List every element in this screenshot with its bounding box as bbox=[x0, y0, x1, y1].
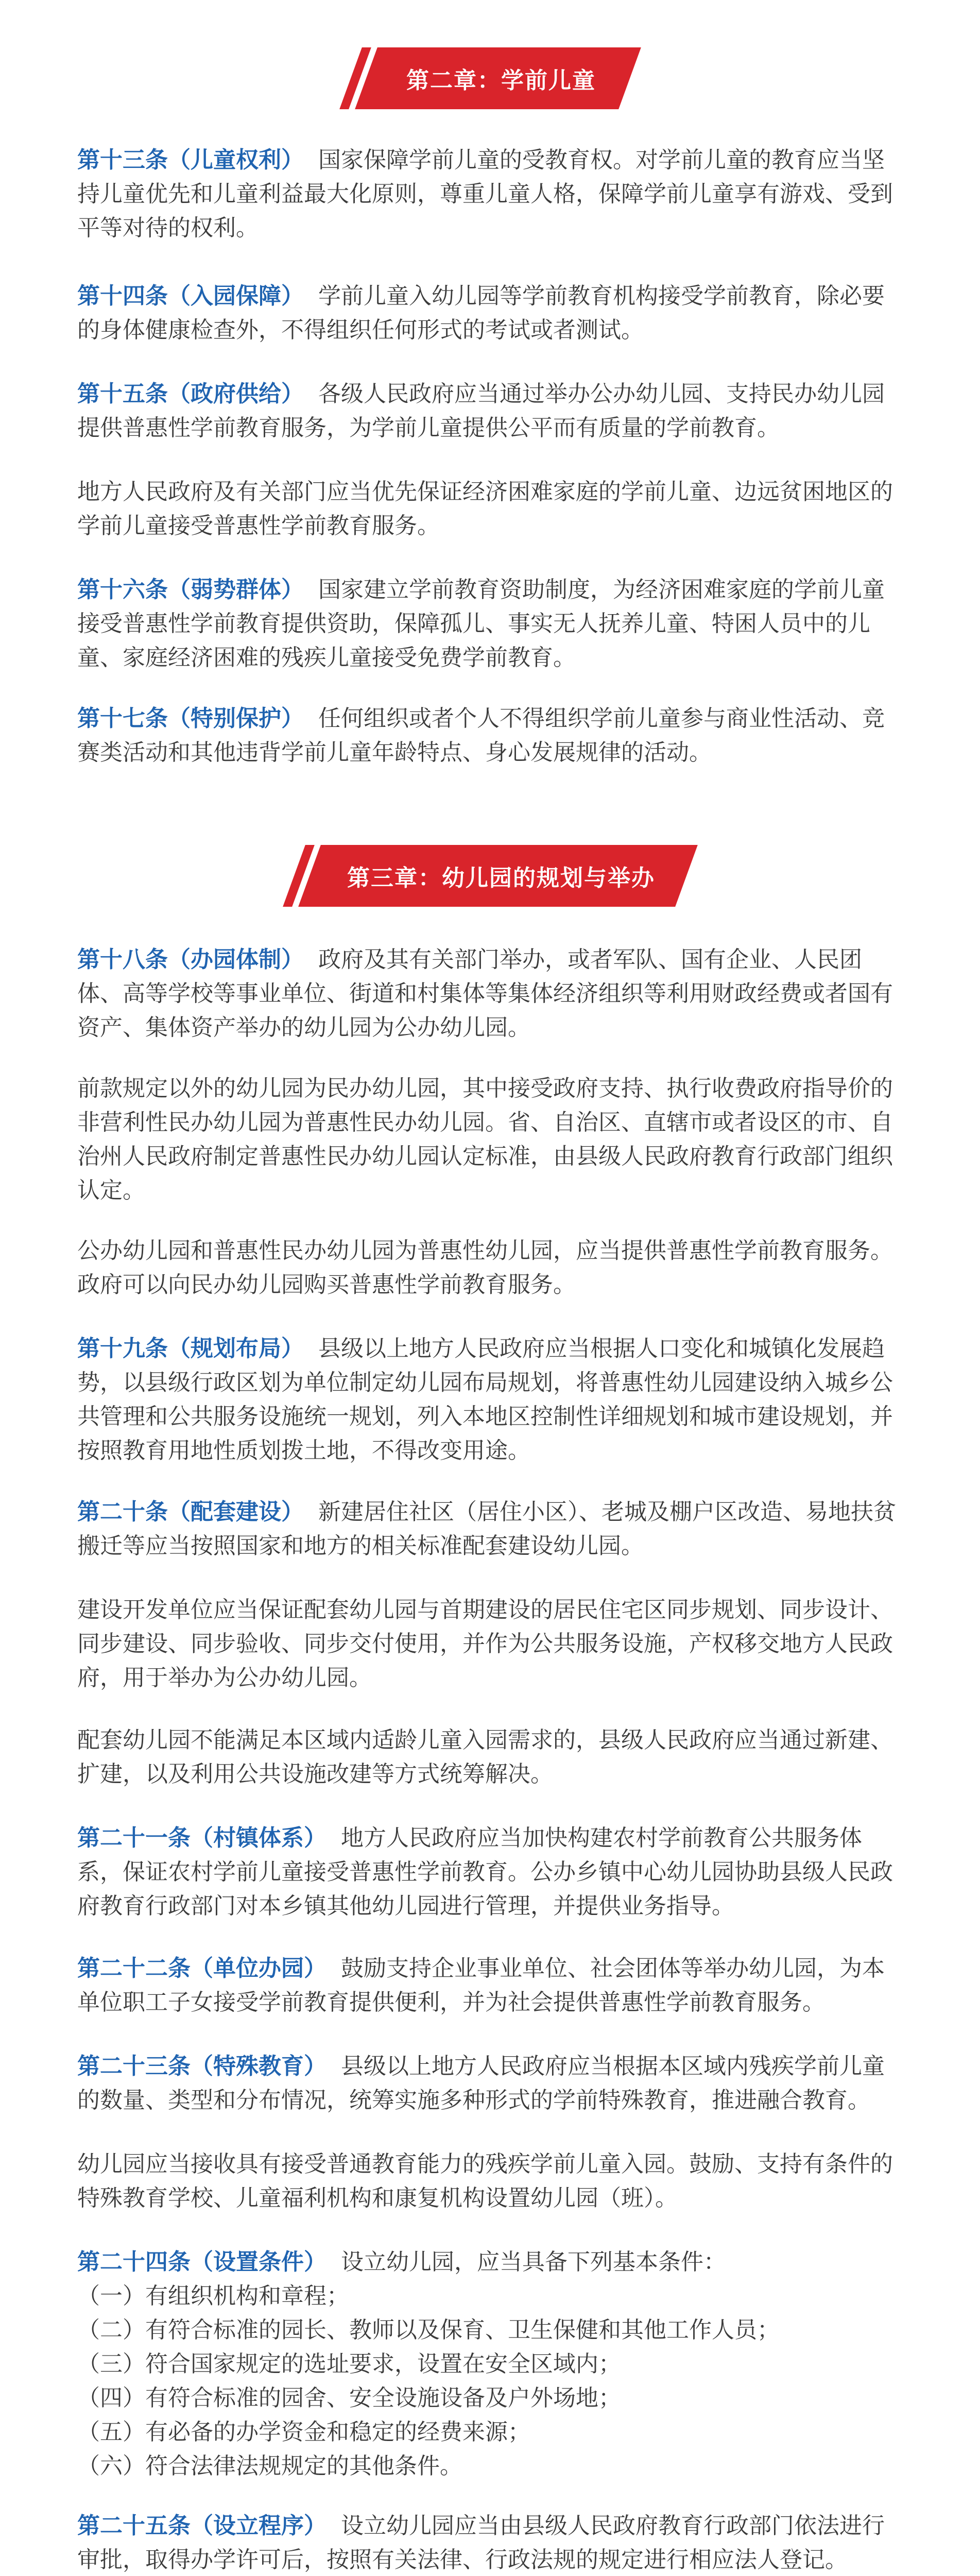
article-text: 学前儿童入幼儿园等学前教育机构接受学前教育，除必要的身体健康检查外，不得组织任何形式的考试或者测试。 bbox=[77, 283, 885, 343]
article-18-para-3 bbox=[77, 1234, 904, 1302]
article-18-para-2 bbox=[77, 1072, 904, 1208]
article-label: 第二十五条（设立程序） bbox=[77, 2513, 326, 2539]
conditions-list bbox=[77, 2279, 904, 2483]
article-label: 第十八条（办园体制） bbox=[77, 946, 304, 973]
article-text: 县级以上地方人民政府应当根据人口变化和城镇化发展趋势，以县级行政区划为单位制定幼儿园布局规划，将普惠性幼儿园建设纳入城乡公共管理和公共服务设施统一规划，列入本地区控制性详细规划和城市建设规划，并按照教育用地性质划拨土地，不得改变用途。 bbox=[77, 1335, 893, 1464]
article-23-para-2 bbox=[77, 2147, 904, 2215]
article-text: 国家保障学前儿童的受教育权。对学前儿童的教育应当坚持儿童优先和儿童利益最大化原则，尊重儿童人格，保障学前儿童享有游戏、受到平等对待的权利。 bbox=[77, 147, 893, 241]
article-15 bbox=[77, 377, 904, 445]
article-text: 政府及其有关部门举办，或者军队、国有企业、人民团体、高等学校等事业单位、街道和村集体等集体经济组织等利用财政经费或者国有资产、集体资产举办的幼儿园为公办幼儿园。 bbox=[77, 946, 893, 1041]
chapter-3-title: 第三章：幼儿园的规划与举办 bbox=[347, 865, 655, 891]
list-item: （六）符合法律法规规定的其他条件。 bbox=[77, 2453, 462, 2479]
article-text: 设立幼儿园，应当具备下列基本条件： bbox=[340, 2249, 726, 2275]
article-label: 第二十一条（村镇体系） bbox=[77, 1825, 326, 1851]
chapter-3-banner bbox=[294, 845, 686, 907]
article-18 bbox=[77, 943, 904, 1045]
list-item: （五）有必备的办学资金和稳定的经费来源； bbox=[77, 2419, 530, 2445]
article-21 bbox=[77, 1821, 904, 1923]
article-20-para-2 bbox=[77, 1593, 904, 1695]
paragraph-text: 地方人民政府及有关部门应当优先保证经济困难家庭的学前儿童、边远贫困地区的学前儿童接受普惠性学前教育服务。 bbox=[77, 479, 893, 539]
article-20 bbox=[77, 1495, 904, 1563]
paragraph-text: 配套幼儿园不能满足本区域内适龄儿童入园需求的，县级人民政府应当通过新建、扩建，以及利用公共设施改建等方式统筹解决。 bbox=[77, 1727, 893, 1787]
list-item: （四）有符合标准的园舍、安全设施设备及户外场地； bbox=[77, 2385, 621, 2411]
article-16 bbox=[77, 573, 904, 675]
article-text: 新建居住社区（居住小区）、老城及棚户区改造、易地扶贫搬迁等应当按照国家和地方的相关标准配套建设幼儿园。 bbox=[77, 1499, 896, 1559]
article-22 bbox=[77, 1952, 904, 2020]
article-text: 各级人民政府应当通过举办公办幼儿园、支持民办幼儿园提供普惠性学前教育服务，为学前儿童提供公平而有质量的学前教育。 bbox=[77, 381, 885, 441]
article-text: 县级以上地方人民政府应当根据本区域内残疾学前儿童的数量、类型和分布情况，统筹实施多种形式的学前特殊教育，推进融合教育。 bbox=[77, 2053, 885, 2113]
article-label: 第二十四条（设置条件） bbox=[77, 2249, 326, 2275]
paragraph-text: 建设开发单位应当保证配套幼儿园与首期建设的居民住宅区同步规划、同步设计、同步建设、同步验收、同步交付使用，并作为公共服务设施，产权移交地方人民政府，用于举办为公办幼儿园。 bbox=[77, 1597, 893, 1691]
article-23 bbox=[77, 2049, 904, 2117]
article-14 bbox=[77, 279, 904, 347]
article-15-para-2 bbox=[77, 475, 904, 543]
article-20-para-3 bbox=[77, 1723, 904, 1791]
article-label: 第十九条（规划布局） bbox=[77, 1335, 304, 1362]
article-label: 第十四条（入园保障） bbox=[77, 283, 304, 309]
chapter-2-title: 第二章：学前儿童 bbox=[406, 67, 596, 94]
paragraph-text: 幼儿园应当接收具有接受普通教育能力的残疾学前儿童入园。鼓励、支持有条件的特殊教育学校、儿童福利机构和康复机构设置幼儿园（班）。 bbox=[77, 2151, 893, 2211]
article-17 bbox=[77, 702, 904, 770]
paragraph-text: 公办幼儿园和普惠性民办幼儿园为普惠性幼儿园，应当提供普惠性学前教育服务。政府可以向民办幼儿园购买普惠性学前教育服务。 bbox=[77, 1238, 893, 1298]
article-label: 第十六条（弱势群体） bbox=[77, 577, 304, 603]
article-label: 第二十条（配套建设） bbox=[77, 1499, 304, 1525]
article-label: 第二十三条（特殊教育） bbox=[77, 2053, 326, 2079]
article-13 bbox=[77, 143, 904, 245]
chapter-2-banner bbox=[351, 47, 630, 109]
banner-bar bbox=[304, 845, 698, 907]
paragraph-text: 前款规定以外的幼儿园为民办幼儿园，其中接受政府支持、执行收费政府指导价的非营利性民办幼儿园为普惠性民办幼儿园。省、自治区、直辖市或者设区的市、自治州人民政府制定普惠性民办幼儿园认定标准，由县级人民政府教育行政部门组织认定。 bbox=[77, 1075, 893, 1204]
article-text: 国家建立学前教育资助制度，为经济困难家庭的学前儿童接受普惠性学前教育提供资助，保障孤儿、事实无人抚养儿童、特困人员中的儿童、家庭经济困难的残疾儿童接受免费学前教育。 bbox=[77, 577, 885, 671]
article-24 bbox=[77, 2245, 904, 2279]
article-label: 第十五条（政府供给） bbox=[77, 381, 304, 407]
article-label: 第十三条（儿童权利） bbox=[77, 147, 304, 173]
article-text: 鼓励支持企业事业单位、社会团体等举办幼儿园，为本单位职工子女接受学前教育提供便利，并为社会提供普惠性学前教育服务。 bbox=[77, 1955, 885, 2015]
article-text: 地方人民政府应当加快构建农村学前教育公共服务体系，保证农村学前儿童接受普惠性学前教育。公办乡镇中心幼儿园协助县级人民政府教育行政部门对本乡镇其他幼儿园进行管理，并提供业务指导。 bbox=[77, 1825, 893, 1919]
article-label: 第二十二条（单位办园） bbox=[77, 1955, 326, 1981]
list-item: （二）有符合标准的园长、教师以及保育、卫生保健和其他工作人员； bbox=[77, 2317, 780, 2343]
article-19 bbox=[77, 1332, 904, 1468]
article-text: 设立幼儿园应当由县级人民政府教育行政部门依法进行审批，取得办学许可后，按照有关法律、行政法规的规定进行相应法人登记。 bbox=[77, 2513, 885, 2573]
banner-bar bbox=[361, 47, 641, 109]
article-25 bbox=[77, 2509, 904, 2576]
article-text: 任何组织或者个人不得组织学前儿童参与商业性活动、竞赛类活动和其他违背学前儿童年龄特点、身心发展规律的活动。 bbox=[77, 705, 885, 766]
article-label: 第十七条（特别保护） bbox=[77, 705, 304, 732]
list-item: （三）符合国家规定的选址要求，设置在安全区域内； bbox=[77, 2351, 621, 2377]
list-item: （一）有组织机构和章程； bbox=[77, 2283, 349, 2309]
